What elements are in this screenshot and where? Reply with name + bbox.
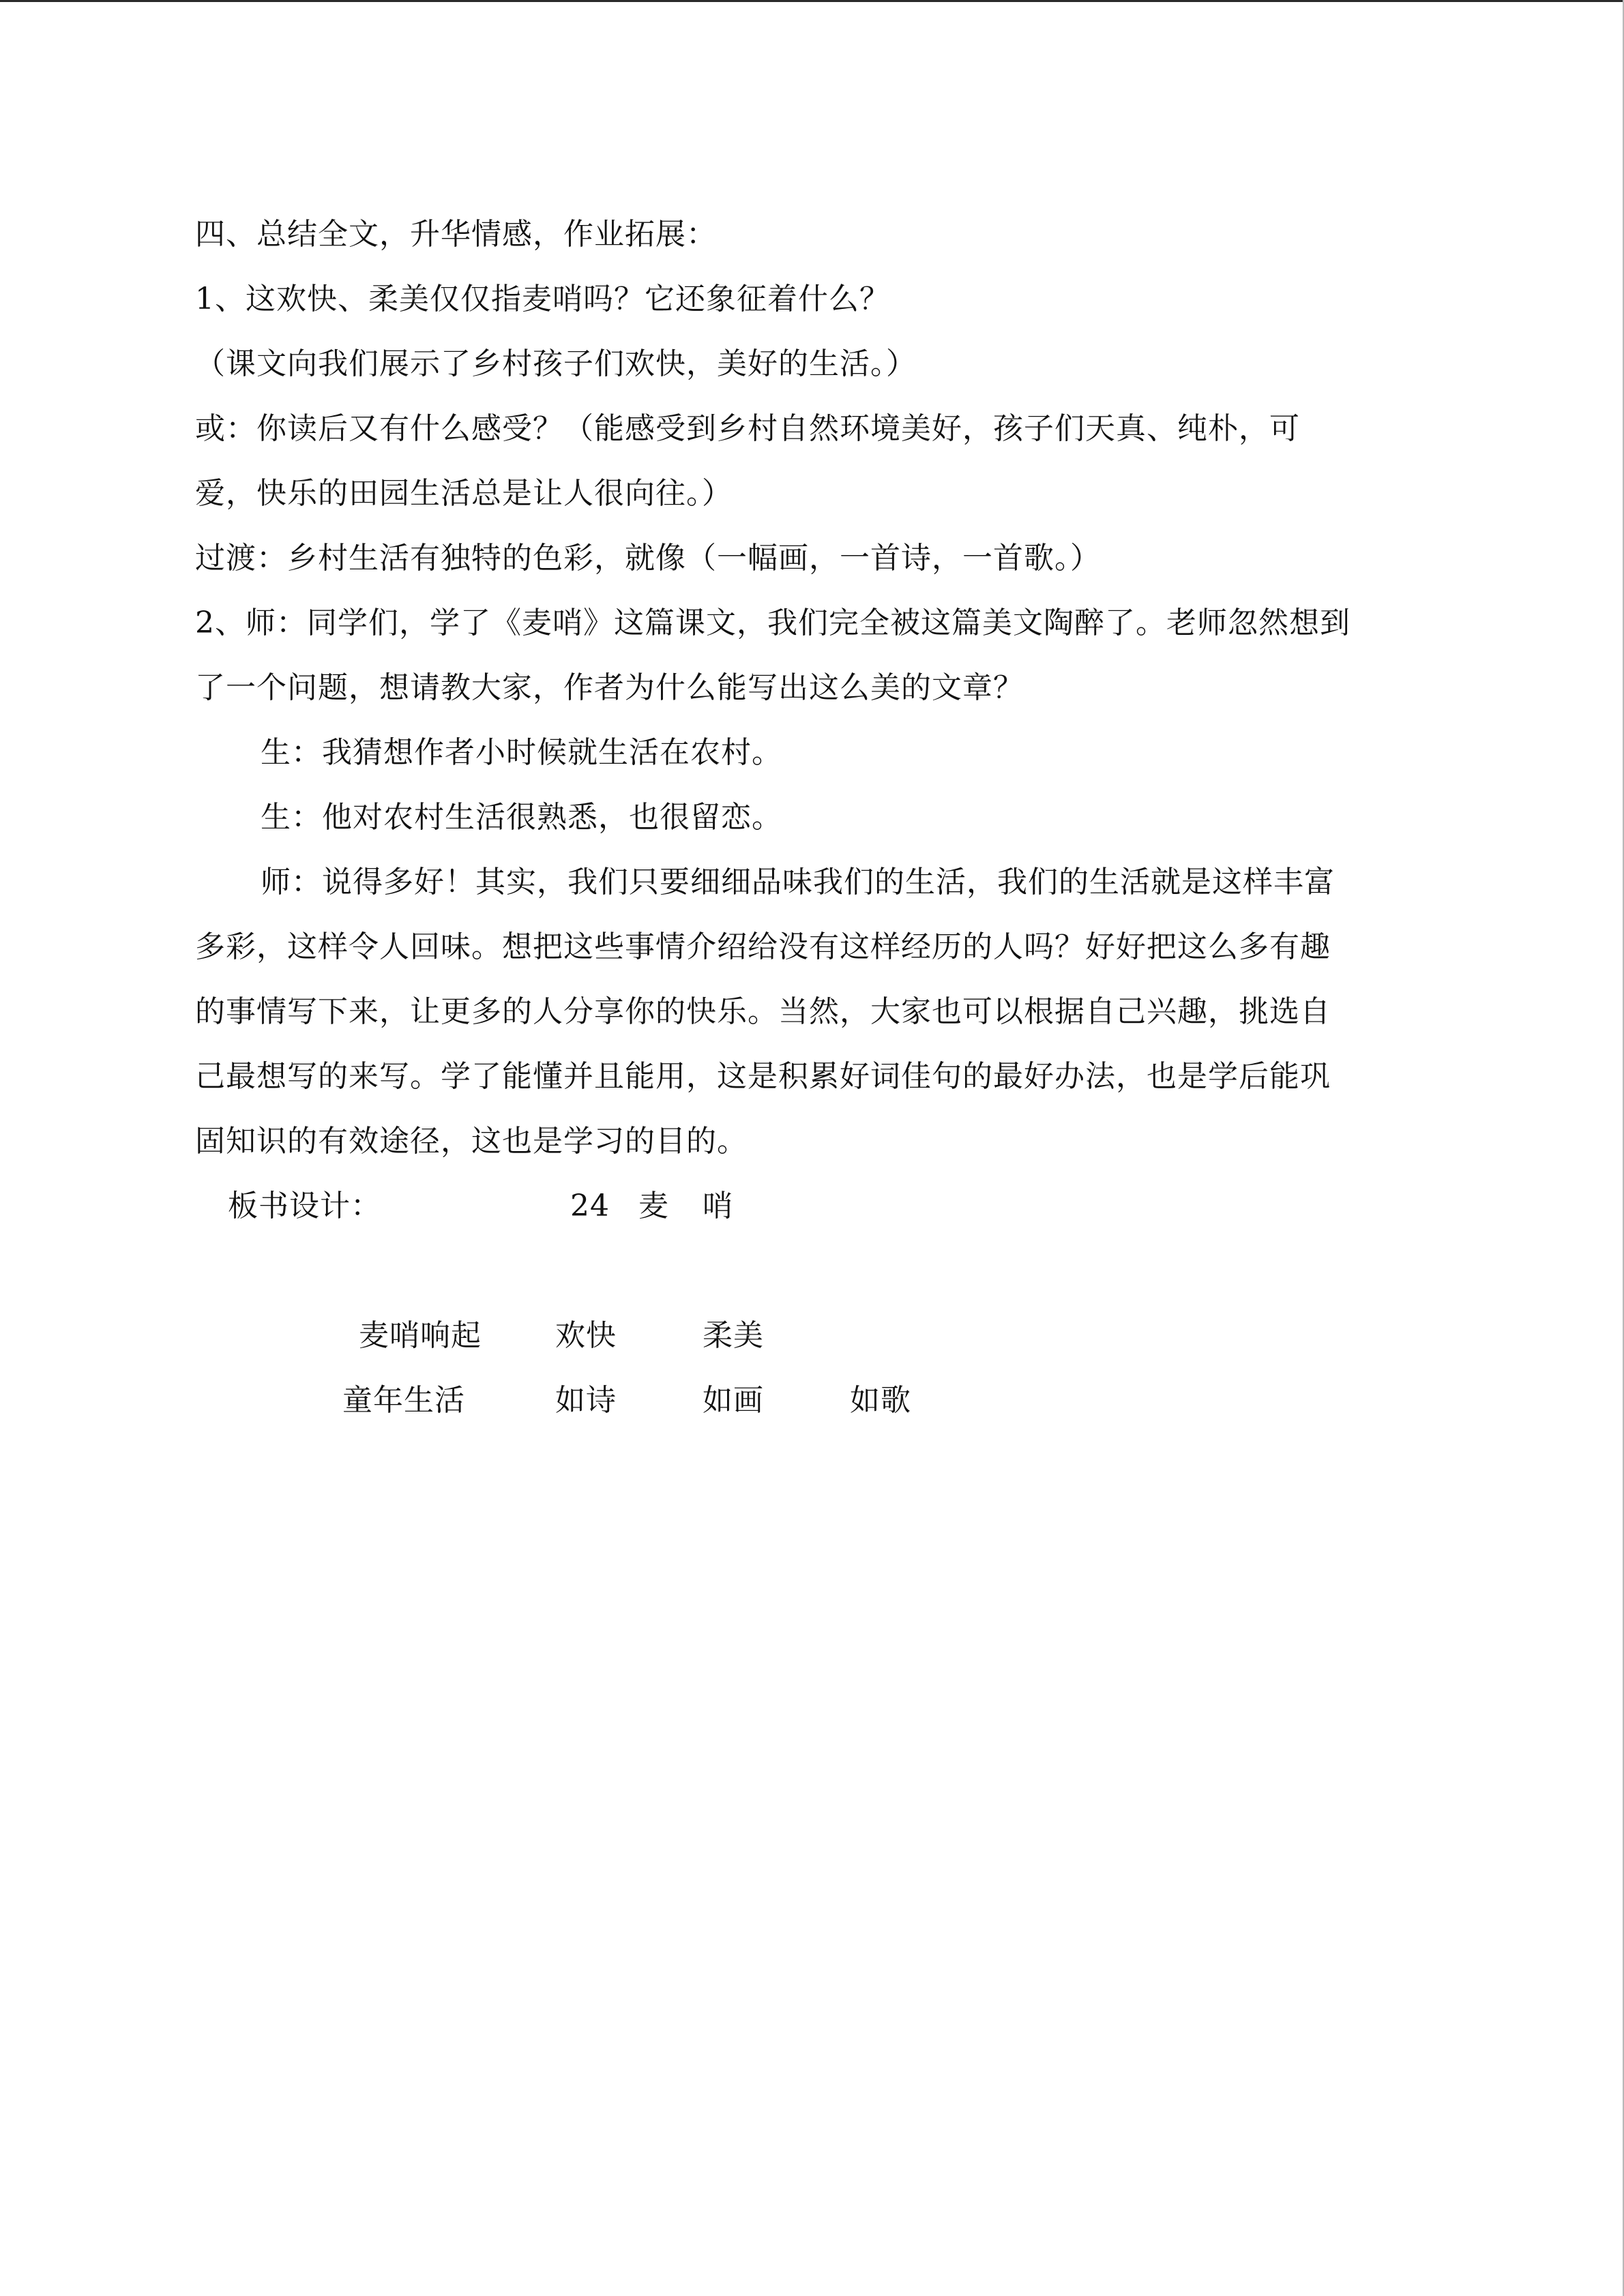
board-design-header	[195, 1174, 1430, 1238]
student-answer-2: 生：他对农村生活很熟悉，也很留恋。	[261, 800, 782, 835]
board-row-1	[195, 1303, 1430, 1368]
board-row1-item: 麦哨响起	[359, 1318, 482, 1353]
board-spacer	[195, 1238, 1430, 1303]
alt-question-line-2: 爱，快乐的田园生活总是让人很向往。）	[195, 476, 733, 511]
document-page	[195, 202, 1430, 1433]
teacher-line: 师：说得多好！其实，我们只要细细品味我们的生活，我们的生活就是这样丰富	[261, 865, 1335, 899]
board-title-char-2: 哨	[703, 1189, 733, 1223]
board-title-char-1: 麦	[638, 1189, 669, 1223]
student-answer-1: 生：我猜想作者小时候就生活在农村。	[261, 735, 782, 770]
teacher-line: 的事情写下来，让更多的人分享你的快乐。当然，大家也可以根据自己兴趣，挑选自	[195, 994, 1331, 1029]
teacher-paragraph	[195, 850, 1430, 1174]
board-row1-item: 柔美	[703, 1318, 764, 1353]
alt-question-line-1: 或：你读后又有什么感受？（能感受到乡村自然环境美好，孩子们天真、纯朴，可	[195, 411, 1300, 446]
teacher-line: 己最想写的来写。学了能懂并且能用，这是积累好词佳句的最好办法，也是学后能巩	[195, 1059, 1331, 1094]
board-lesson-number: 24	[570, 1189, 610, 1223]
question-1: 1、这欢快、柔美仅仅指麦哨吗？它还象征着什么？	[195, 282, 890, 316]
question-1-answer: （课文向我们展示了乡村孩子们欢快，美好的生活。）	[195, 346, 917, 381]
teacher-line: 固知识的有效途径，这也是学习的目的。	[195, 1124, 748, 1159]
board-row2-item: 如画	[703, 1383, 764, 1418]
section-heading: 四、总结全文，升华情感，作业拓展：	[195, 217, 717, 252]
board-label: 板书设计：	[228, 1189, 381, 1223]
board-row-2	[195, 1368, 1430, 1433]
board-row1-item: 欢快	[555, 1318, 617, 1353]
question-2-line-2: 了一个问题，想请教大家，作者为什么能写出这么美的文章？	[195, 670, 1024, 705]
page-top-border	[0, 0, 1624, 2]
question-2-line-1: 2、师：同学们，学了《麦哨》这篇课文，我们完全被这篇美文陶醉了。老师忽然想到	[195, 606, 1350, 640]
board-row2-item: 如诗	[555, 1383, 617, 1418]
board-row2-item: 如歌	[850, 1383, 911, 1418]
transition-line: 过渡：乡村生活有独特的色彩，就像（一幅画，一首诗，一首歌。）	[195, 541, 1101, 576]
board-row2-item: 童年生活	[342, 1383, 465, 1418]
teacher-line: 多彩，这样令人回味。想把这些事情介绍给没有这样经历的人吗？好好把这么多有趣	[195, 929, 1331, 964]
